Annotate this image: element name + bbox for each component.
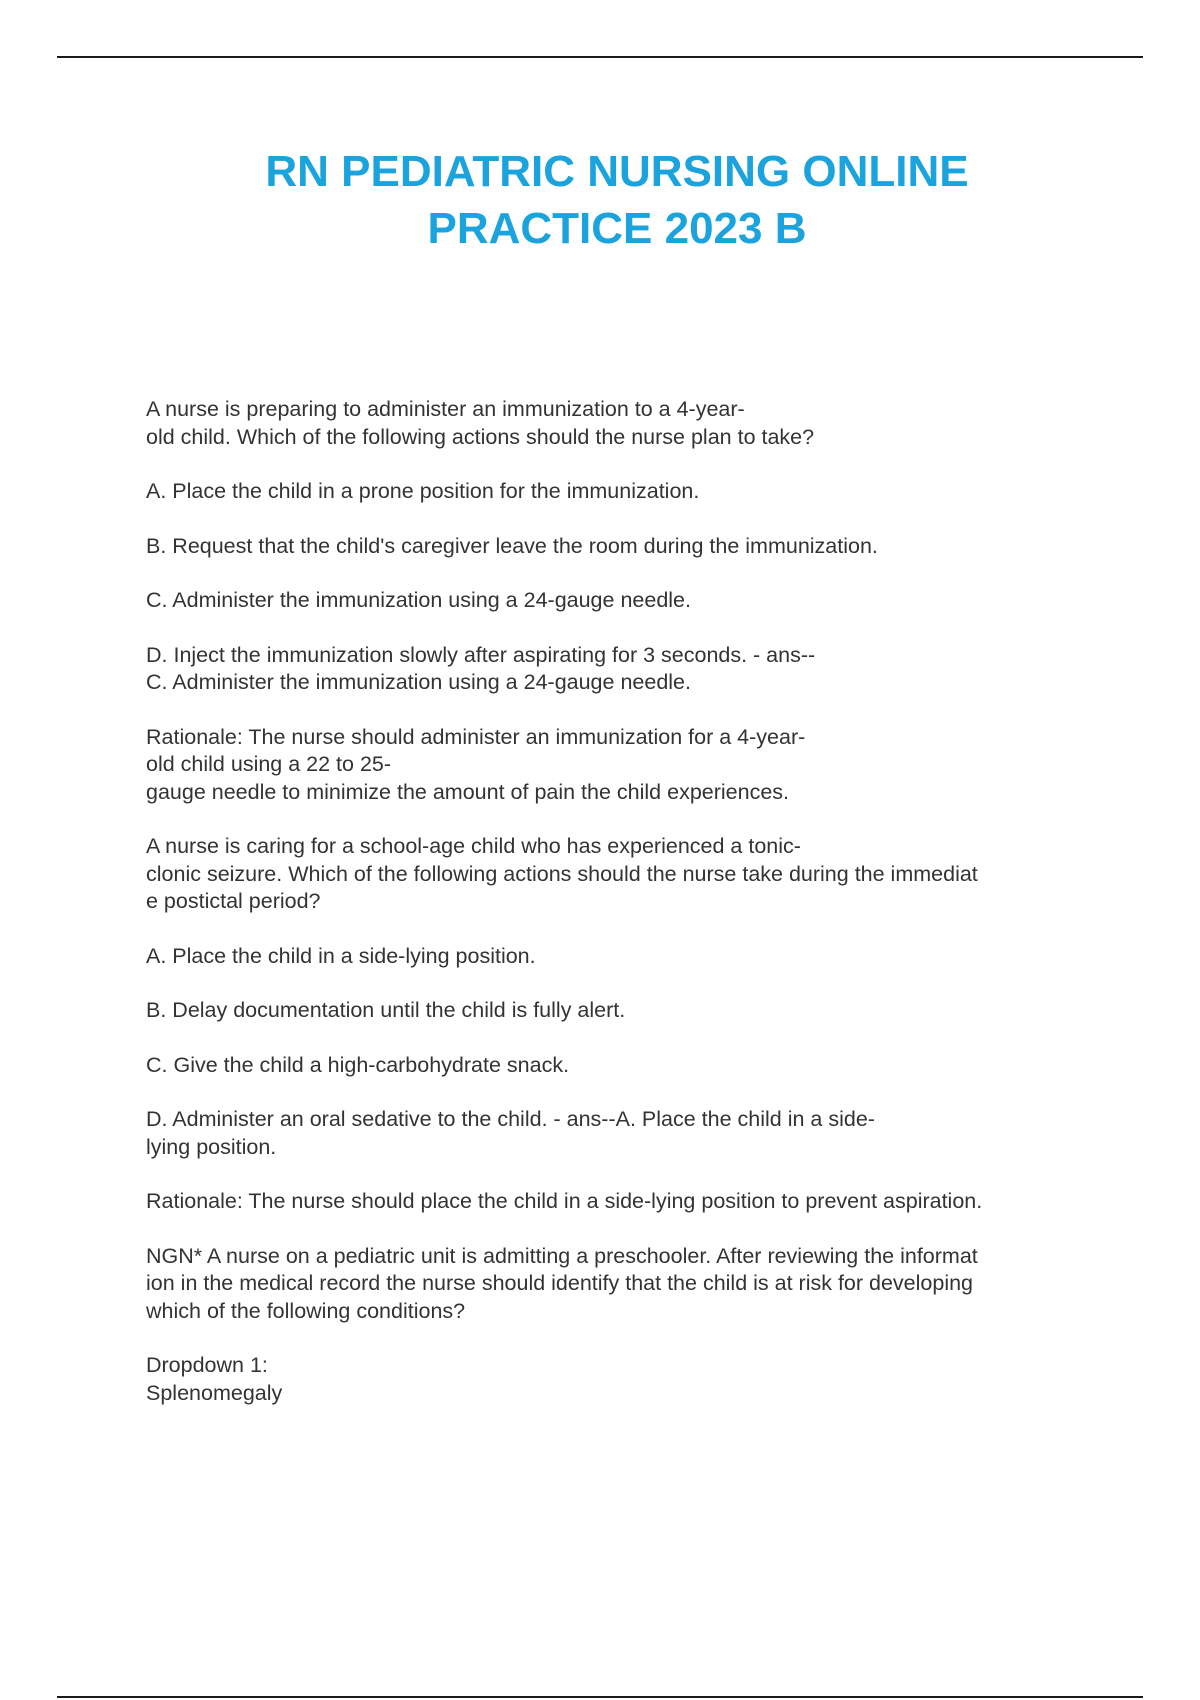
paragraph-line: which of the following conditions? [146,1298,466,1323]
paragraph [146,1243,1146,1326]
paragraph [146,642,1146,697]
paragraph [146,724,1146,807]
paragraph-line: D. Inject the immunization slowly after aspirating for 3 seconds. - ans-- [146,642,816,667]
paragraph [146,943,1146,971]
paragraph-line: Splenomegaly [146,1380,283,1405]
paragraph-line: Rationale: The nurse should place the child in a side-lying position to prevent aspiration. [146,1189,983,1213]
paragraph [146,833,1146,916]
paragraph-line: A nurse is caring for a school-age child who has experienced a tonic- [146,834,801,858]
paragraph-line: A nurse is preparing to administer an immunization to a 4-year- [146,397,745,421]
paragraph-line: old child. Which of the following actions should the nurse plan to take? [146,424,815,449]
paragraph [146,1052,1146,1080]
title-line-2: PRACTICE 2023 B [427,204,807,253]
paragraph-line: C. Administer the immunization using a 24-gauge needle. [146,588,691,612]
paragraph-line: clonic seizure. Which of the following actions should the nurse take during the immediat [146,861,978,886]
paragraph-line: Rationale: The nurse should administer an immunization for a 4-year- [146,724,806,749]
paragraph-line: NGN* A nurse on a pediatric unit is admitting a preschooler. After reviewing the informat [146,1243,978,1268]
document-body [146,396,1146,1434]
paragraph-line: C. Administer the immunization using a 24-gauge needle. [146,670,691,694]
paragraph [146,587,1146,615]
paragraph-line: Dropdown 1: [146,1353,268,1377]
paragraph-line: e postictal period? [146,889,321,913]
paragraph-line: B. Request that the child's caregiver leave the room during the immunization. [146,533,878,558]
paragraph-line: old child using a 22 to 25- [146,752,392,776]
document-title [0,143,1200,257]
paragraph-line: A. Place the child in a side-lying position. [146,943,536,968]
paragraph [146,478,1146,506]
paragraph [146,396,1146,451]
bottom-rule [57,1696,1143,1698]
paragraph-line: D. Administer an oral sedative to the child. - ans--A. Place the child in a side- [146,1107,875,1131]
paragraph [146,1106,1146,1161]
title-line-1: RN PEDIATRIC NURSING ONLINE [265,147,969,196]
paragraph-line: A. Place the child in a prone position for the immunization. [146,479,700,503]
paragraph-line: gauge needle to minimize the amount of pain the child experiences. [146,779,790,804]
paragraph [146,1352,1146,1407]
paragraph-line: lying position. [146,1134,277,1159]
paragraph [146,533,1146,561]
paragraph [146,1188,1146,1216]
top-rule [57,56,1143,58]
paragraph [146,997,1146,1025]
paragraph-line: ion in the medical record the nurse should identify that the child is at risk for developing [146,1271,974,1295]
paragraph-line: B. Delay documentation until the child is fully alert. [146,998,626,1022]
paragraph-line: C. Give the child a high-carbohydrate snack. [146,1052,570,1077]
